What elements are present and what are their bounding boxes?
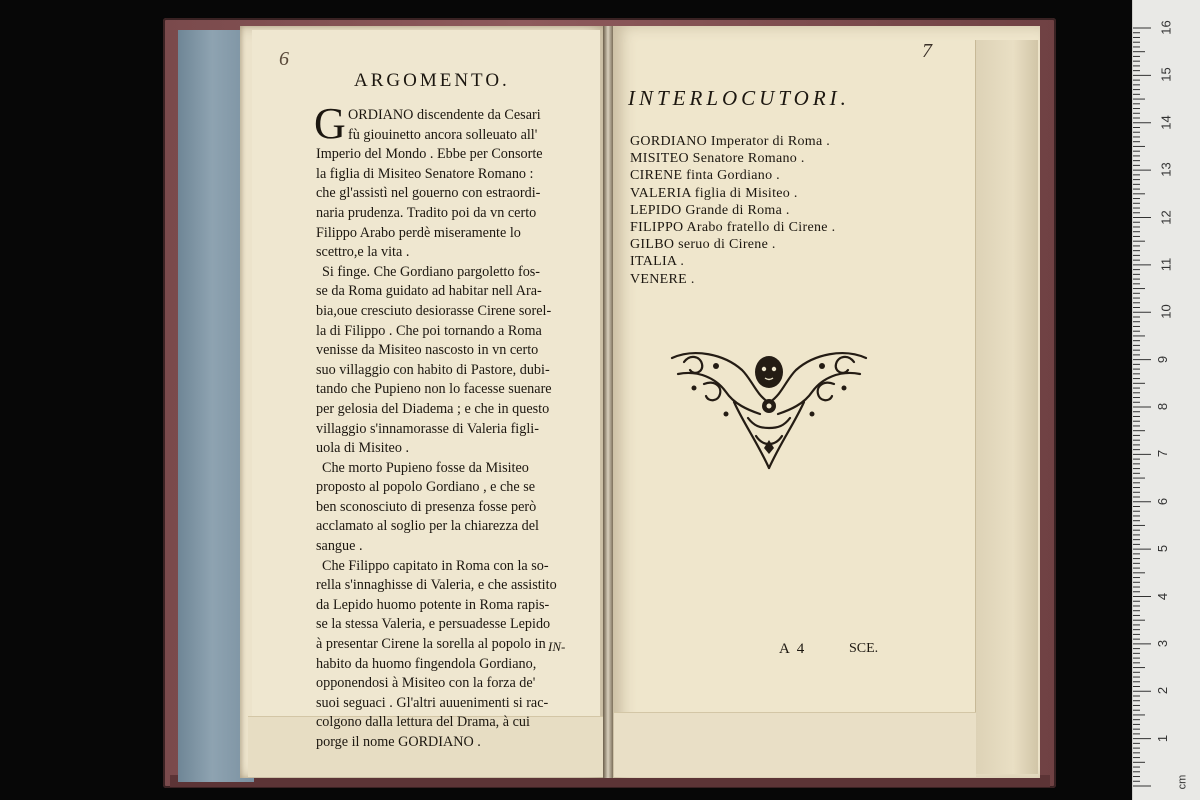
argomento-line: Filippo Arabo perdè miseramente lo [316, 224, 521, 241]
ruler-label: 8 [1155, 402, 1171, 411]
argomento-line: à presentar Cirene la sorella al popolo in [316, 636, 546, 653]
cast-entry: GILBO seruo di Cirene . [630, 237, 776, 253]
ruler-label: 2 [1155, 687, 1171, 695]
ruler-label: 11 [1158, 257, 1174, 272]
cast-entry: FILIPPO Arabo fratello di Cirene . [630, 220, 836, 236]
argomento-line: Si finge. Che Gordiano pargoletto fos- [322, 263, 541, 280]
argomento-line: suo villaggio con habito di Pastore, dubi- [316, 361, 550, 378]
drop-cap: G [314, 99, 346, 148]
cast-entry: MISITEO Senatore Romano . [630, 151, 805, 167]
argomento-line: la di Filippo . Che poi tornando a Roma [316, 322, 542, 339]
argomento-line: opponendosi à Misiteo con la forza de' [316, 675, 536, 692]
argomento-line: naria prudenza. Tradito poi da vn certo [316, 204, 537, 221]
argomento-line: venisse da Misiteo nascosto in vn certo [316, 342, 539, 359]
argomento-line: se la stessa Valeria, e persuadesse Lepido [316, 616, 551, 633]
argomento-line: che gl'assistì nel gouerno con estraordi- [316, 185, 541, 202]
argomento-body [316, 106, 600, 753]
cast-entry: VALERIA figlia di Misiteo . [630, 185, 798, 201]
argomento-line: tando che Pupieno non lo facesse suenare [316, 381, 552, 398]
ruler-label: 16 [1158, 20, 1174, 35]
argomento-line: suoi seguaci . Gl'altri auuenimenti si rac- [316, 694, 549, 711]
argomento-line: colgono dalla lettura del Drama, à cui [316, 714, 530, 731]
argomento-line: se da Roma guidato ad habitar nell Ara- [316, 283, 542, 300]
left-folio-number: 6 [279, 48, 289, 70]
argomento-line: villaggio s'innamorasse di Valeria figli- [316, 420, 539, 437]
ruler-unit-label: cm [1176, 774, 1189, 790]
argomento-line: scettro,e la vita . [316, 244, 410, 261]
ruler-label: 13 [1158, 162, 1174, 177]
argomento-line: la figlia di Misiteo Senatore Romano : [316, 165, 534, 182]
argomento-line: acclamato al soglio per la chiarezza del [316, 518, 539, 535]
book-gutter [603, 26, 613, 778]
argomento-heading: ARGOMENTO. [354, 70, 510, 91]
ruler-label: 15 [1158, 67, 1174, 83]
cast-entry: LEPIDO Grande di Roma . [630, 202, 790, 218]
right-folio-number: 7 [922, 40, 932, 62]
argomento-line: rella s'innaghisse di Valeria, e che assistito [316, 577, 557, 594]
ruler-label: 14 [1158, 115, 1174, 130]
ruler-label: 6 [1155, 497, 1171, 505]
left-catchword: IN- [548, 639, 566, 654]
interlocutori-heading: INTERLOCUTORI. [628, 86, 850, 110]
measurement-ruler [1132, 0, 1200, 800]
argomento-line: Imperio del Mondo . Ebbe per Consorte [316, 146, 543, 163]
cast-entry: ITALIA . [630, 254, 685, 270]
right-page-fore-edge [975, 40, 1038, 774]
cast-entry: VENERE . [630, 271, 695, 287]
ruler-label: 9 [1155, 355, 1171, 363]
cast-list [630, 133, 835, 288]
argomento-line: porge il nome GORDIANO . [316, 734, 481, 750]
argomento-line: bia,oue cresciuto desiorasse Cirene sorel- [316, 302, 552, 319]
ruler-label: 3 [1155, 639, 1171, 647]
argomento-line: proposto al popolo Gordiano , e che se [316, 479, 536, 496]
argomento-line: per gelosia del Diadema ; e che in questo [316, 400, 550, 417]
ruler-label: 5 [1155, 545, 1171, 553]
ruler-label: 1 [1155, 734, 1171, 742]
ruler-label: 4 [1155, 592, 1171, 600]
foliate-headpiece-ornament [664, 344, 874, 474]
argomento-line: uola di Misiteo . [316, 440, 410, 457]
right-catchword: SCE. [849, 641, 879, 656]
argomento-line: fù giouinetto ancora solleuato all' [348, 126, 538, 143]
right-page-lower-leaf [614, 712, 976, 777]
argomento-line: Che morto Pupieno fosse da Misiteo [322, 459, 529, 476]
ruler-label: 7 [1155, 450, 1171, 458]
argomento-line: habito da huomo fingendola Gordiano, [316, 655, 537, 672]
ruler-label: 12 [1158, 209, 1174, 225]
argomento-line: ORDIANO discendente da Cesari [348, 107, 541, 123]
ruler-label: 10 [1158, 304, 1174, 319]
cast-entry: CIRENE finta Gordiano . [630, 168, 780, 184]
signature-mark: A 4 [779, 641, 807, 657]
argomento-line: sangue . [316, 538, 363, 555]
argomento-line: ben sconosciuto di presenza fosse però [316, 498, 537, 515]
cast-entry: GORDIANO Imperator di Roma . [630, 134, 831, 149]
argomento-line: da Lepido huomo potente in Roma rapis- [316, 596, 550, 613]
argomento-line: Che Filippo capitato in Roma con la so- [322, 557, 549, 574]
